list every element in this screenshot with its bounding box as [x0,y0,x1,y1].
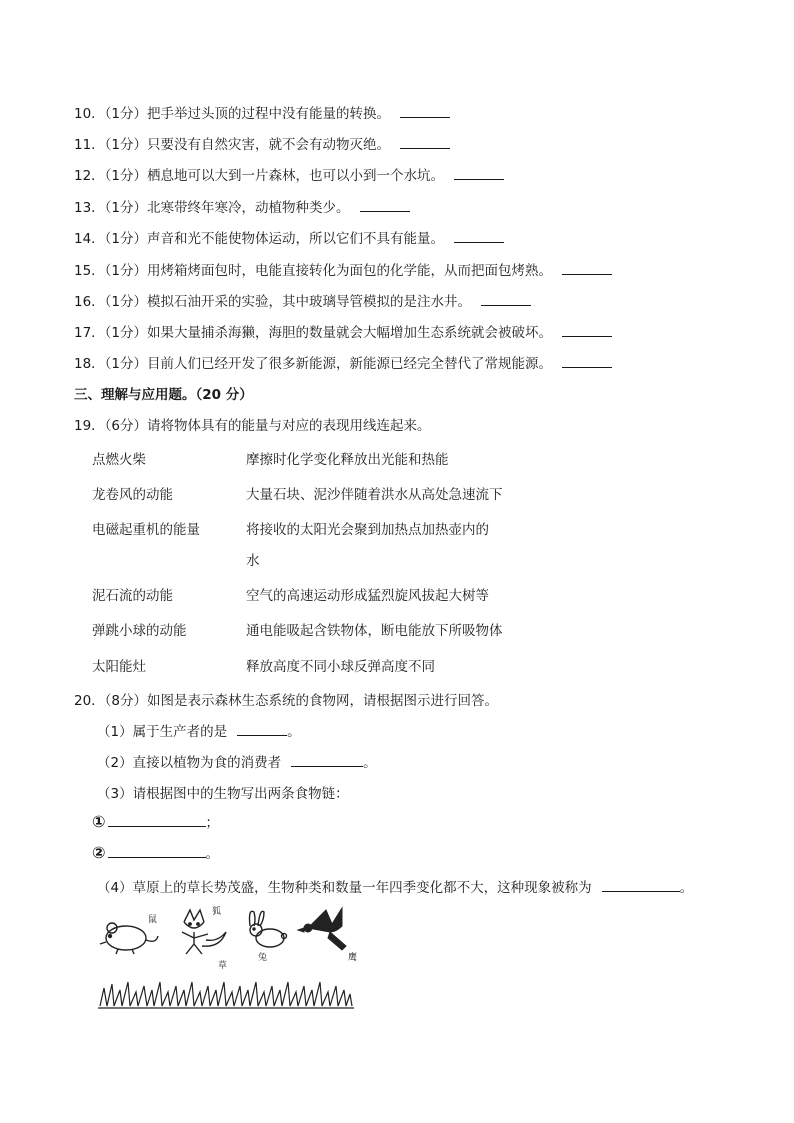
answer-blank[interactable] [108,813,206,827]
question-14: 14．（1分）声音和光不能使物体运动，所以它们不具有能量。 [74,227,504,247]
answer-blank[interactable] [291,753,363,767]
answer-blank[interactable] [602,878,680,892]
match-right-item[interactable]: 释放高度不同小球反弹高度不同 [246,659,435,675]
rabbit-icon [250,911,287,947]
q20-part-1: （1）属于生产者的是 。 [97,724,301,740]
answer-blank[interactable] [562,323,612,337]
grass-icon [98,982,354,1008]
eagle-icon [298,908,346,950]
answer-blank[interactable] [562,261,612,275]
answer-blank[interactable] [562,354,612,368]
q20-part-4: （4）草原上的草长势茂盛，生物种类和数量一年四季变化都不大，这种现象被称为 。 [97,880,694,896]
food-chain-2: ② 。 [92,843,220,862]
q20-part-2: （2）直接以植物为食的消费者 。 [97,755,377,771]
question-15: 15．（1分）用烤箱烤面包时，电能直接转化为面包的化学能，从而把面包烤熟。 [74,259,612,279]
match-left-item[interactable]: 电磁起重机的能量 [92,522,200,538]
match-right-item-cont: 水 [246,553,260,569]
match-left-item[interactable]: 弹跳小球的动能 [92,623,187,639]
answer-blank[interactable] [454,166,504,180]
match-left-item[interactable]: 太阳能灶 [92,659,146,675]
question-18: 18．（1分）目前人们已经开发了很多新能源，新能源已经完全替代了常规能源。 [74,352,612,372]
question-19-title: 19．（6分）请将物体具有的能量与对应的表现用线连起来。 [74,418,431,434]
match-right-item[interactable]: 将接收的太阳光会聚到加热点加热壶内的 [246,522,489,538]
mouse-label: 鼠 [148,915,158,925]
eagle-label: 鹰 [348,953,358,963]
answer-blank[interactable] [454,229,504,243]
food-web-figure [98,902,358,1018]
food-chain-1: ① ； [92,812,220,831]
fox-label: 狐 [212,907,222,917]
question-16: 16．（1分）模拟石油开采的实验，其中玻璃导管模拟的是注水井。 [74,290,531,310]
question-11: 11．（1分）只要没有自然灾害，就不会有动物灭绝。 [74,133,450,153]
question-12: 12．（1分）栖息地可以大到一片森林，也可以小到一个水坑。 [74,164,504,184]
question-10: 10．（1分）把手举过头顶的过程中没有能量的转换。 [74,102,450,122]
answer-blank[interactable] [400,104,450,118]
mouse-icon [100,923,158,954]
match-right-item[interactable]: 大量石块、泥沙伴随着洪水从高处急速流下 [246,487,503,503]
question-20-title: 20．（8分）如图是表示森林生态系统的食物网，请根据图示进行回答。 [74,693,499,709]
section-heading: 三、理解与应用题。（20 分） [74,387,253,403]
match-left-item[interactable]: 泥石流的动能 [92,588,173,604]
question-17: 17．（1分）如果大量捕杀海獭，海胆的数量就会大幅增加生态系统就会被破坏。 [74,321,612,341]
match-left-item[interactable]: 点燃火柴 [92,452,146,468]
match-right-item[interactable]: 空气的高速运动形成猛烈旋风拔起大树等 [246,588,489,604]
answer-blank[interactable] [108,844,206,858]
grass-label: 草 [218,961,228,971]
match-left-item[interactable]: 龙卷风的动能 [92,487,173,503]
answer-blank[interactable] [360,198,410,212]
answer-blank[interactable] [237,722,287,736]
q20-part-3: （3）请根据图中的生物写出两条食物链： [97,786,349,802]
answer-blank[interactable] [400,135,450,149]
match-right-item[interactable]: 摩擦时化学变化释放出光能和热能 [246,452,449,468]
rabbit-label: 兔 [258,953,268,963]
question-13: 13．（1分）北寒带终年寒冷，动植物种类少。 [74,196,410,216]
match-right-item[interactable]: 通电能吸起含铁物体，断电能放下所吸物体 [246,623,503,639]
answer-blank[interactable] [481,292,531,306]
